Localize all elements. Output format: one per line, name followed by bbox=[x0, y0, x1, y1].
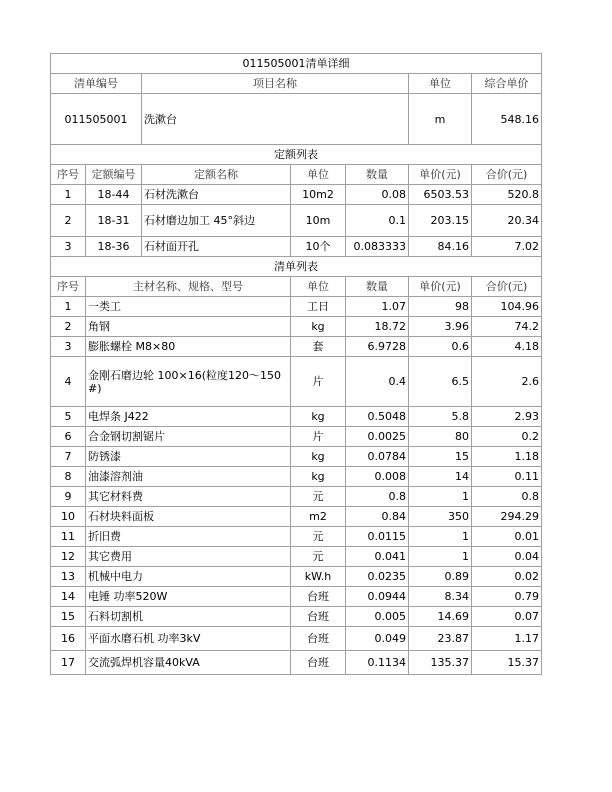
quota-row bbox=[51, 237, 542, 257]
material-qty: 0.049 bbox=[346, 627, 409, 651]
quota-name: 石材洗漱台 bbox=[142, 185, 291, 205]
material-total: 104.96 bbox=[472, 297, 542, 317]
material-rows bbox=[51, 297, 542, 675]
material-row bbox=[51, 627, 542, 651]
material-price: 1 bbox=[409, 487, 472, 507]
material-row bbox=[51, 527, 542, 547]
material-unit: kg bbox=[291, 447, 346, 467]
material-unit: kg bbox=[291, 467, 346, 487]
material-total: 2.93 bbox=[472, 407, 542, 427]
material-header-no: 序号 bbox=[51, 277, 86, 297]
quota-header-name: 定额名称 bbox=[142, 165, 291, 185]
material-row bbox=[51, 487, 542, 507]
material-section-title: 清单列表 bbox=[51, 257, 542, 277]
quota-unit: 10m bbox=[291, 205, 346, 237]
material-unit: 台班 bbox=[291, 651, 346, 675]
material-no: 4 bbox=[51, 357, 86, 407]
material-qty: 0.041 bbox=[346, 547, 409, 567]
material-header-total: 合价(元) bbox=[472, 277, 542, 297]
material-total: 0.8 bbox=[472, 487, 542, 507]
material-name: 电锤 功率520W bbox=[86, 587, 291, 607]
material-unit: 元 bbox=[291, 527, 346, 547]
quota-name: 石材面开孔 bbox=[142, 237, 291, 257]
header-item-name: 项目名称 bbox=[142, 74, 409, 94]
material-name: 平面水磨石机 功率3kV bbox=[86, 627, 291, 651]
quota-header-qty: 数量 bbox=[346, 165, 409, 185]
material-no: 12 bbox=[51, 547, 86, 567]
material-no: 1 bbox=[51, 297, 86, 317]
material-qty: 0.0944 bbox=[346, 587, 409, 607]
quota-code: 18-36 bbox=[86, 237, 142, 257]
material-no: 15 bbox=[51, 607, 86, 627]
material-no: 3 bbox=[51, 337, 86, 357]
header-unit: 单位 bbox=[409, 74, 472, 94]
quota-price: 6503.53 bbox=[409, 185, 472, 205]
quota-no: 1 bbox=[51, 185, 86, 205]
material-price: 5.8 bbox=[409, 407, 472, 427]
material-no: 13 bbox=[51, 567, 86, 587]
material-header-row bbox=[51, 277, 542, 297]
material-price: 3.96 bbox=[409, 317, 472, 337]
material-name: 其它费用 bbox=[86, 547, 291, 567]
material-no: 7 bbox=[51, 447, 86, 467]
material-no: 5 bbox=[51, 407, 86, 427]
quota-header-no: 序号 bbox=[51, 165, 86, 185]
item-unit-price: 548.16 bbox=[472, 94, 542, 145]
material-total: 294.29 bbox=[472, 507, 542, 527]
material-no: 8 bbox=[51, 467, 86, 487]
material-total: 15.37 bbox=[472, 651, 542, 675]
material-unit: 片 bbox=[291, 427, 346, 447]
header-bill-code: 清单编号 bbox=[51, 74, 142, 94]
material-name: 一类工 bbox=[86, 297, 291, 317]
material-no: 16 bbox=[51, 627, 86, 651]
material-qty: 0.4 bbox=[346, 357, 409, 407]
material-qty: 0.8 bbox=[346, 487, 409, 507]
material-qty: 0.84 bbox=[346, 507, 409, 527]
summary-row bbox=[51, 94, 542, 145]
material-header-name: 主材名称、规格、型号 bbox=[86, 277, 291, 297]
material-price: 14.69 bbox=[409, 607, 472, 627]
material-name: 其它材料费 bbox=[86, 487, 291, 507]
quota-header-row bbox=[51, 165, 542, 185]
material-qty: 0.0115 bbox=[346, 527, 409, 547]
quota-price: 203.15 bbox=[409, 205, 472, 237]
material-row bbox=[51, 317, 542, 337]
quota-header-price: 单价(元) bbox=[409, 165, 472, 185]
material-total: 0.2 bbox=[472, 427, 542, 447]
material-name: 角钢 bbox=[86, 317, 291, 337]
item-name: 洗漱台 bbox=[142, 94, 409, 145]
material-row bbox=[51, 337, 542, 357]
material-qty: 0.0784 bbox=[346, 447, 409, 467]
material-row bbox=[51, 567, 542, 587]
quota-code: 18-31 bbox=[86, 205, 142, 237]
quota-header-code: 定额编号 bbox=[86, 165, 142, 185]
material-unit: 台班 bbox=[291, 587, 346, 607]
material-name: 石材块料面板 bbox=[86, 507, 291, 527]
quota-unit: 10m2 bbox=[291, 185, 346, 205]
material-row bbox=[51, 407, 542, 427]
material-price: 23.87 bbox=[409, 627, 472, 651]
quota-header-unit: 单位 bbox=[291, 165, 346, 185]
material-unit: 台班 bbox=[291, 607, 346, 627]
material-qty: 1.07 bbox=[346, 297, 409, 317]
bill-detail-table bbox=[50, 53, 542, 675]
material-price: 350 bbox=[409, 507, 472, 527]
material-qty: 6.9728 bbox=[346, 337, 409, 357]
material-header-price: 单价(元) bbox=[409, 277, 472, 297]
material-total: 1.17 bbox=[472, 627, 542, 651]
material-row bbox=[51, 297, 542, 317]
material-row bbox=[51, 357, 542, 407]
material-name: 折旧费 bbox=[86, 527, 291, 547]
material-qty: 0.5048 bbox=[346, 407, 409, 427]
material-unit: kW.h bbox=[291, 567, 346, 587]
quota-qty: 0.08 bbox=[346, 185, 409, 205]
material-price: 0.6 bbox=[409, 337, 472, 357]
material-name: 防锈漆 bbox=[86, 447, 291, 467]
material-total: 4.18 bbox=[472, 337, 542, 357]
material-total: 0.11 bbox=[472, 467, 542, 487]
material-price: 14 bbox=[409, 467, 472, 487]
material-name: 油漆溶剂油 bbox=[86, 467, 291, 487]
material-row bbox=[51, 447, 542, 467]
material-total: 0.01 bbox=[472, 527, 542, 547]
material-row bbox=[51, 607, 542, 627]
material-section-title-row bbox=[51, 257, 542, 277]
quota-name: 石材磨边加工 45°斜边 bbox=[142, 205, 291, 237]
quota-row bbox=[51, 185, 542, 205]
material-total: 0.07 bbox=[472, 607, 542, 627]
quota-section-title: 定额列表 bbox=[51, 145, 542, 165]
material-qty: 0.005 bbox=[346, 607, 409, 627]
material-qty: 0.1134 bbox=[346, 651, 409, 675]
material-unit: 套 bbox=[291, 337, 346, 357]
material-unit: m2 bbox=[291, 507, 346, 527]
material-no: 6 bbox=[51, 427, 86, 447]
material-no: 11 bbox=[51, 527, 86, 547]
material-unit: 片 bbox=[291, 357, 346, 407]
material-no: 2 bbox=[51, 317, 86, 337]
material-total: 2.6 bbox=[472, 357, 542, 407]
item-unit: m bbox=[409, 94, 472, 145]
material-qty: 0.0235 bbox=[346, 567, 409, 587]
title-row bbox=[51, 54, 542, 74]
quota-header-total: 合价(元) bbox=[472, 165, 542, 185]
quota-total: 20.34 bbox=[472, 205, 542, 237]
table-title: 011505001清单详细 bbox=[51, 54, 542, 74]
quota-qty: 0.083333 bbox=[346, 237, 409, 257]
material-unit: kg bbox=[291, 407, 346, 427]
material-qty: 18.72 bbox=[346, 317, 409, 337]
material-name: 合金钢切割锯片 bbox=[86, 427, 291, 447]
material-row bbox=[51, 547, 542, 567]
material-price: 135.37 bbox=[409, 651, 472, 675]
material-price: 6.5 bbox=[409, 357, 472, 407]
material-price: 0.89 bbox=[409, 567, 472, 587]
header-unit-price: 综合单价 bbox=[472, 74, 542, 94]
material-price: 15 bbox=[409, 447, 472, 467]
summary-header-row bbox=[51, 74, 542, 94]
material-unit: 台班 bbox=[291, 627, 346, 651]
material-total: 1.18 bbox=[472, 447, 542, 467]
bill-code: 011505001 bbox=[51, 94, 142, 145]
quota-total: 7.02 bbox=[472, 237, 542, 257]
material-total: 0.02 bbox=[472, 567, 542, 587]
quota-code: 18-44 bbox=[86, 185, 142, 205]
material-name: 膨胀螺栓 M8×80 bbox=[86, 337, 291, 357]
material-name: 交流弧焊机容量40kVA bbox=[86, 651, 291, 675]
material-no: 14 bbox=[51, 587, 86, 607]
material-total: 0.04 bbox=[472, 547, 542, 567]
quota-total: 520.8 bbox=[472, 185, 542, 205]
material-price: 1 bbox=[409, 547, 472, 567]
material-header-qty: 数量 bbox=[346, 277, 409, 297]
material-row bbox=[51, 507, 542, 527]
material-no: 9 bbox=[51, 487, 86, 507]
material-name: 机械中电力 bbox=[86, 567, 291, 587]
material-row bbox=[51, 587, 542, 607]
material-price: 8.34 bbox=[409, 587, 472, 607]
material-total: 74.2 bbox=[472, 317, 542, 337]
material-unit: 元 bbox=[291, 547, 346, 567]
material-name: 电焊条 J422 bbox=[86, 407, 291, 427]
material-row bbox=[51, 651, 542, 675]
quota-qty: 0.1 bbox=[346, 205, 409, 237]
quota-price: 84.16 bbox=[409, 237, 472, 257]
material-price: 98 bbox=[409, 297, 472, 317]
quota-section-title-row bbox=[51, 145, 542, 165]
quota-row bbox=[51, 205, 542, 237]
quota-no: 2 bbox=[51, 205, 86, 237]
material-qty: 0.008 bbox=[346, 467, 409, 487]
material-price: 1 bbox=[409, 527, 472, 547]
material-name: 石料切割机 bbox=[86, 607, 291, 627]
material-header-unit: 单位 bbox=[291, 277, 346, 297]
material-row bbox=[51, 467, 542, 487]
material-unit: 工日 bbox=[291, 297, 346, 317]
quota-no: 3 bbox=[51, 237, 86, 257]
material-row bbox=[51, 427, 542, 447]
material-no: 10 bbox=[51, 507, 86, 527]
quota-unit: 10个 bbox=[291, 237, 346, 257]
material-price: 80 bbox=[409, 427, 472, 447]
material-unit: 元 bbox=[291, 487, 346, 507]
material-unit: kg bbox=[291, 317, 346, 337]
material-total: 0.79 bbox=[472, 587, 542, 607]
material-qty: 0.0025 bbox=[346, 427, 409, 447]
material-name: 金刚石磨边轮 100×16(粒度120～150#) bbox=[86, 357, 291, 407]
material-no: 17 bbox=[51, 651, 86, 675]
